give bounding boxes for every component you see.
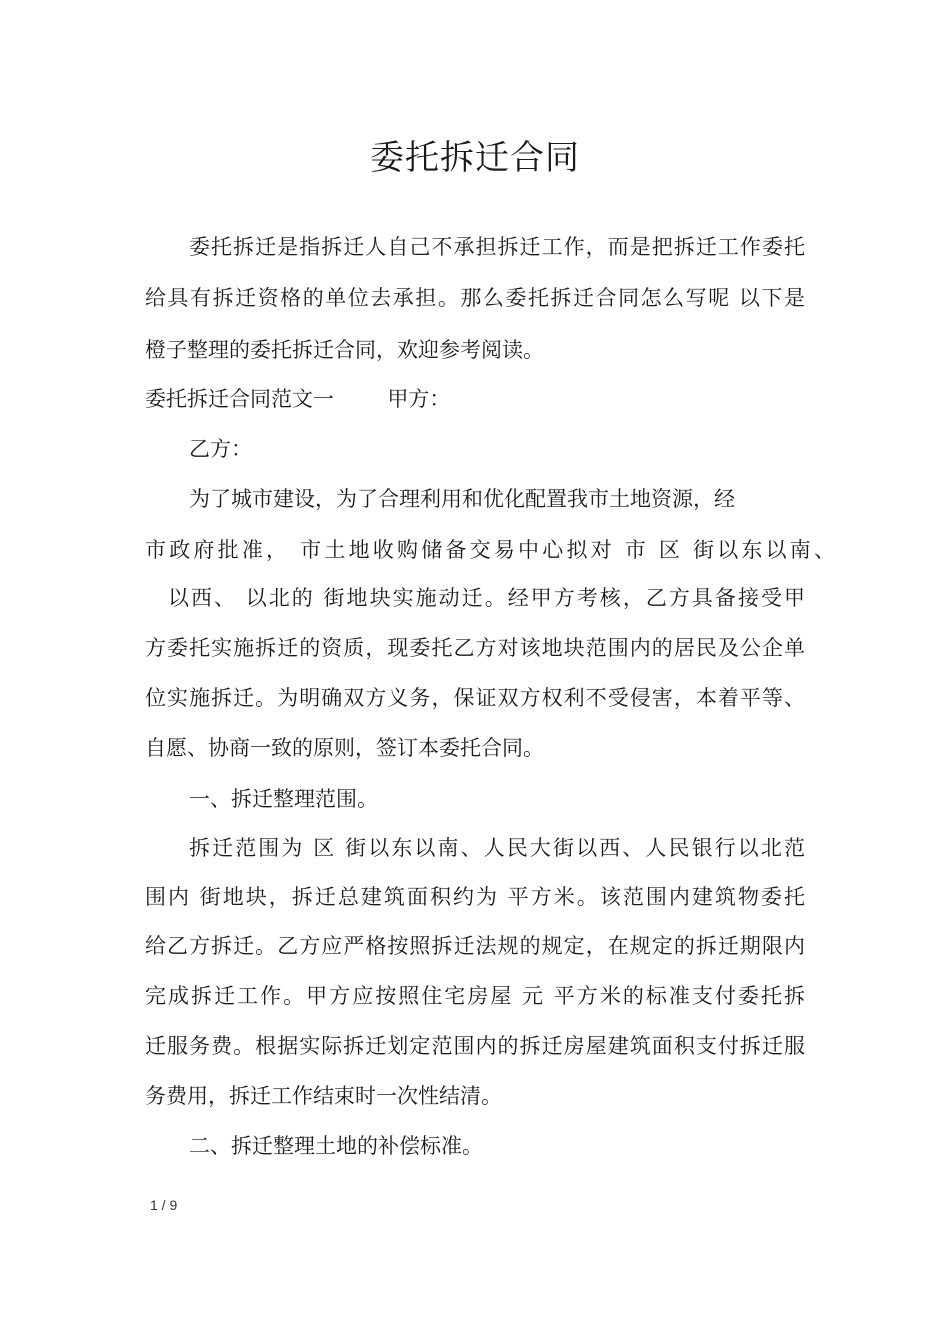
paragraph-line: 位实施拆迁。为明确双方义务，保证双方权利不受侵害，本着平等、 — [145, 686, 805, 710]
paragraph-line: 以西、 以北的 街地块实施动迁。经甲方考核，乙方具备接受甲 — [168, 586, 805, 610]
paragraph-line: 完成拆迁工作。甲方应按照住宅房屋 元 平方米的标准支付委托拆 — [145, 984, 805, 1008]
section-heading: 二、拆迁整理土地的补偿标准。 — [189, 1134, 483, 1158]
paragraph-line: 务费用，拆迁工作结束时一次性结清。 — [145, 1084, 502, 1108]
paragraph-line: 委托拆迁是指拆迁人自己不承担拆迁工作，而是把拆迁工作委托 — [189, 235, 805, 259]
page-number: 1 / 9 — [150, 1197, 178, 1213]
paragraph-line: 方委托实施拆迁的资质，现委托乙方对该地块范围内的居民及公企单 — [145, 636, 805, 660]
paragraph-line: 围内 街地块，拆迁总建筑面积约为 平方米。该范围内建筑物委托 — [145, 885, 805, 909]
paragraph-line: 橙子整理的委托拆迁合同，欢迎参考阅读。 — [145, 338, 544, 362]
document-title: 委托拆迁合同 — [370, 138, 580, 178]
paragraph-line: 给具有拆迁资格的单位去承担。那么委托拆迁合同怎么写呢 以下是 — [145, 286, 805, 310]
paragraph-line: 为了城市建设，为了合理利用和优化配置我市土地资源，经 — [189, 487, 735, 511]
paragraph-line: 拆迁范围为 区 街以东以南、人民大街以西、人民银行以北范 — [189, 836, 805, 860]
paragraph-line: 市政府批准， 市土地收购储备交易中心拟对 市 区 街以东以南、 — [145, 538, 835, 562]
section-heading: 一、拆迁整理范围。 — [189, 787, 378, 811]
paragraph-line: 自愿、协商一致的原则，签订本委托合同。 — [145, 736, 544, 760]
party-b-label: 乙方： — [189, 437, 252, 461]
section-heading: 委托拆迁合同范文一 甲方： — [145, 387, 451, 411]
paragraph-line: 迁服务费。根据实际拆迁划定范围内的拆迁房屋建筑面积支付拆迁服 — [145, 1034, 805, 1058]
paragraph-line: 给乙方拆迁。乙方应严格按照拆迁法规的规定，在规定的拆迁期限内 — [145, 934, 805, 958]
